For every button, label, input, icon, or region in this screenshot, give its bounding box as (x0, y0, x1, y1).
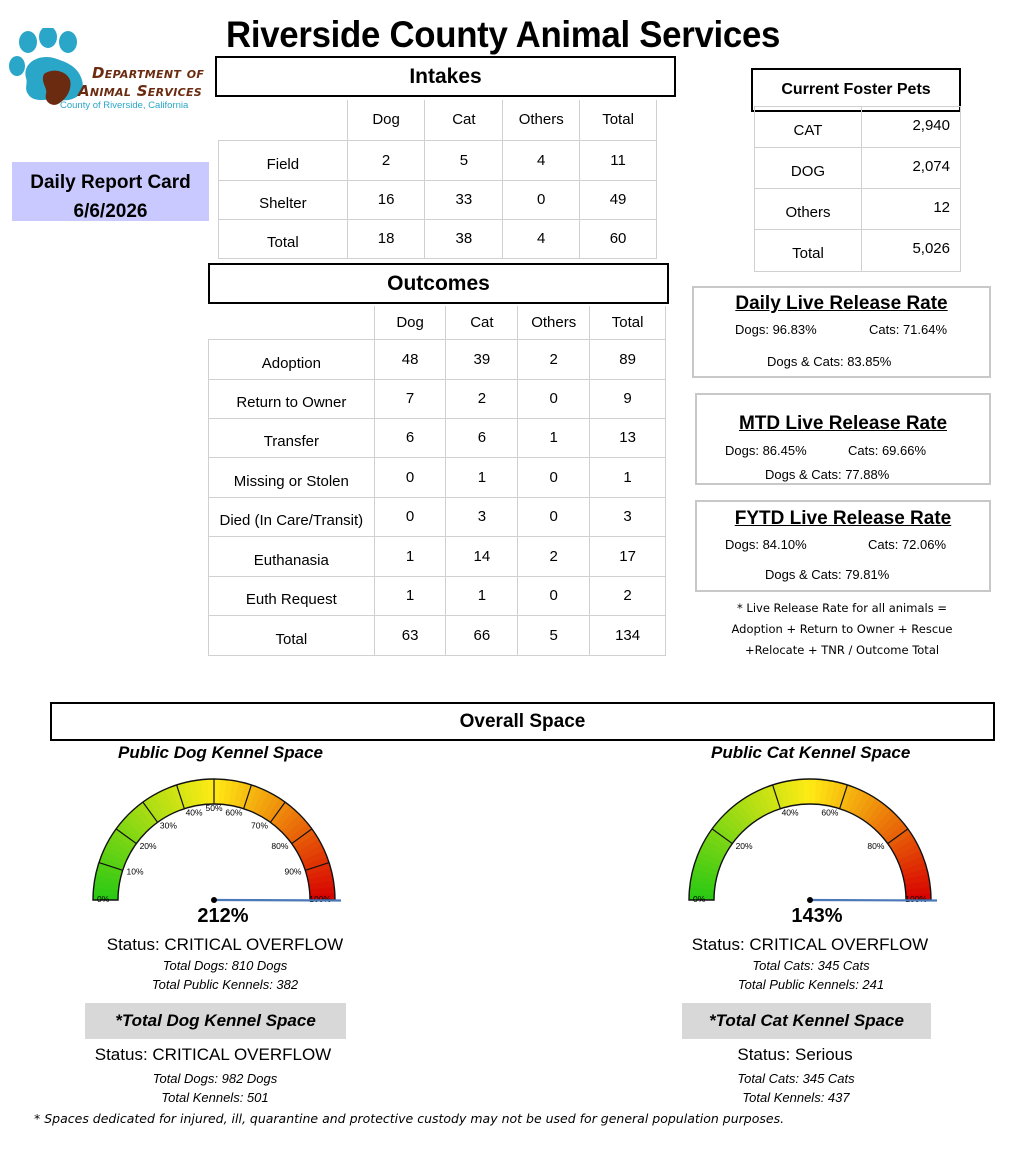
gauge-tick-label: 20% (735, 840, 753, 851)
dog-space-percent: 212% (197, 905, 249, 927)
cat-total-animals-all: Total Cats: 345 Cats (737, 1071, 855, 1086)
gauge-tick-label: 90% (284, 866, 302, 877)
mtd-rate-dogs: Dogs: 86.45% (725, 443, 807, 458)
column-header: Dog (374, 306, 446, 339)
row-label: CAT (755, 107, 862, 148)
note-line: Adoption + Return to Owner + Rescue (731, 622, 953, 636)
dog-total-space-title: *Total Dog Kennel Space (85, 1003, 346, 1039)
gauge-tick-label: 60% (225, 807, 243, 818)
cat-kennel-gauge (680, 776, 940, 906)
cell: 1 (518, 418, 590, 457)
cell: 0 (503, 180, 580, 219)
gauge-tick-label: 0% (693, 894, 706, 904)
cell: 6 (374, 418, 446, 457)
cell: 3 (446, 497, 518, 536)
cell: 0 (374, 457, 446, 497)
cell: 2 (518, 339, 590, 379)
fytd-rate-box (695, 500, 991, 592)
table-row (209, 497, 666, 536)
cell: 9 (590, 379, 666, 418)
cell: 14 (446, 536, 518, 576)
row-label: Missing or Stolen (209, 457, 375, 497)
cell: 89 (590, 339, 666, 379)
row-label: Field (219, 140, 348, 180)
cell: 0 (374, 497, 446, 536)
daily-rate-dogs-cats: Dogs & Cats: 83.85% (767, 354, 892, 369)
note-line: * Live Release Rate for all animals = (737, 601, 947, 615)
row-label: Adoption (209, 339, 375, 379)
table-row (209, 339, 666, 379)
gauge-band-segment (208, 779, 214, 804)
cell: 5,026 (862, 230, 961, 272)
cell: 66 (446, 615, 518, 655)
cell: 0 (518, 457, 590, 497)
cell: 0 (518, 497, 590, 536)
gauge-tick-label: 20% (139, 840, 157, 851)
gauge-tick-label: 30% (159, 820, 177, 831)
row-label: DOG (755, 148, 862, 189)
gauge-tick-label: 60% (821, 807, 839, 818)
cat-total-kennels-all: Total Kennels: 437 (742, 1090, 850, 1105)
intakes-table (218, 100, 657, 259)
table-row (209, 457, 666, 497)
outcomes-title: Outcomes (208, 263, 669, 304)
table-row (755, 230, 961, 272)
report-card-title: Daily Report Card (30, 172, 191, 193)
cell: 1 (446, 576, 518, 615)
cell: 7 (374, 379, 446, 418)
logo-line-2: Animal Services (78, 82, 203, 100)
cat-gauge-title: Public Cat Kennel Space (711, 743, 911, 762)
dog-total-space-status: Status: CRITICAL OVERFLOW (94, 1045, 332, 1064)
report-date: 6/6/2026 (73, 201, 148, 222)
gauge-needle (810, 900, 937, 901)
cat-total-kennels: Total Public Kennels: 241 (737, 977, 885, 992)
cat-total-space-title: *Total Cat Kennel Space (682, 1003, 931, 1039)
cell: 6 (446, 418, 518, 457)
page-title: Riverside County Animal Services (226, 14, 781, 55)
table-row (209, 536, 666, 576)
cell: 5 (518, 615, 590, 655)
table-row (755, 148, 961, 189)
dog-kennel-gauge (84, 776, 344, 906)
footnote: * Spaces dedicated for injured, ill, quarantine and protective custody may not be used for general population purposes. (34, 1111, 785, 1126)
logo-line-3: County of Riverside, California (60, 100, 189, 111)
table-row (755, 107, 961, 148)
cat-space-percent: 143% (791, 905, 843, 927)
cell: 2,074 (862, 148, 961, 189)
cell: 0 (518, 576, 590, 615)
row-label: Euth Request (209, 576, 375, 615)
fytd-rate-cats: Cats: 72.06% (868, 537, 947, 552)
cell: 1 (374, 576, 446, 615)
cell: 2,940 (862, 107, 961, 148)
table-row (219, 180, 657, 219)
dog-total-kennels: Total Public Kennels: 382 (151, 977, 299, 992)
cell: 2 (518, 536, 590, 576)
daily-rate-title: Daily Live Release Rate (735, 293, 948, 314)
cell: 39 (446, 339, 518, 379)
foster-table (754, 106, 961, 272)
cell: 33 (425, 180, 503, 219)
gauge-tick-label: 10% (126, 866, 144, 877)
cat-space-status: Status: CRITICAL OVERFLOW (691, 935, 929, 954)
fytd-rate-dogs-cats: Dogs & Cats: 79.81% (765, 567, 890, 582)
gauge-tick-label: 0% (97, 894, 110, 904)
row-label: Total (755, 230, 862, 272)
gauge-tick-label: 40% (781, 807, 799, 818)
table-row (209, 379, 666, 418)
cell: 48 (374, 339, 446, 379)
row-label: Euthanasia (209, 536, 375, 576)
gauge-tick-label: 40% (185, 807, 203, 818)
dog-total-animals: Total Dogs: 810 Dogs (162, 958, 288, 973)
logo-line-1: Department of (92, 64, 205, 82)
table-row (219, 219, 657, 258)
mtd-rate-title: MTD Live Release Rate (738, 413, 948, 434)
column-header: Total (580, 100, 657, 140)
cell: 38 (425, 219, 503, 258)
daily-rate-box (692, 286, 991, 378)
gauge-tick-label: 80% (867, 840, 885, 851)
row-label: Transfer (209, 418, 375, 457)
cell: 2 (347, 140, 425, 180)
gauge-needle-hub (211, 897, 217, 903)
cell: 2 (590, 576, 666, 615)
cell: 4 (503, 219, 580, 258)
gauge-tick-label: 50% (205, 803, 223, 813)
fytd-rate-title: FYTD Live Release Rate (734, 508, 952, 529)
live-release-rate-note (692, 598, 992, 661)
table-row (209, 576, 666, 615)
table-row (755, 189, 961, 230)
gauge-tick-label: 100% (905, 894, 927, 904)
mtd-rate-dogs-cats: Dogs & Cats: 77.88% (765, 467, 890, 482)
row-label: Died (In Care/Transit) (209, 497, 375, 536)
intakes-title: Intakes (215, 56, 676, 97)
cat-total-animals: Total Cats: 345 Cats (752, 958, 870, 973)
note-line: +Relocate + TNR / Outcome Total (744, 643, 940, 657)
dog-gauge-title: Public Dog Kennel Space (118, 743, 323, 762)
cell: 49 (580, 180, 657, 219)
overall-space-title: Overall Space (50, 702, 995, 741)
cell: 17 (590, 536, 666, 576)
dog-total-kennels-all: Total Kennels: 501 (161, 1090, 269, 1105)
cell: 2 (446, 379, 518, 418)
cell: 60 (580, 219, 657, 258)
cell: 1 (590, 457, 666, 497)
foster-title: Current Foster Pets (751, 68, 961, 112)
row-label: Total (209, 615, 375, 655)
column-header: Dog (347, 100, 425, 140)
cell: 1 (446, 457, 518, 497)
report-card-badge (12, 162, 209, 221)
row-label: Total (219, 219, 348, 258)
column-header: Others (518, 306, 590, 339)
column-header: Cat (425, 100, 503, 140)
cell: 5 (425, 140, 503, 180)
mtd-rate-cats: Cats: 69.66% (848, 443, 927, 458)
gauge-needle-hub (807, 897, 813, 903)
cell: 3 (590, 497, 666, 536)
cell: 12 (862, 189, 961, 230)
outcomes-table (208, 306, 666, 656)
column-header: Others (503, 100, 580, 140)
cell: 4 (503, 140, 580, 180)
dog-space-status: Status: CRITICAL OVERFLOW (106, 935, 344, 954)
column-header: Cat (446, 306, 518, 339)
cell: 63 (374, 615, 446, 655)
gauge-tick-label: 70% (251, 820, 269, 831)
column-header: Total (590, 306, 666, 339)
cell: 0 (518, 379, 590, 418)
gauge-tick-label: 80% (271, 840, 289, 851)
gauge-tick-label: 100% (309, 894, 331, 904)
department-logo (8, 28, 213, 114)
gauge-band-segment (804, 779, 810, 804)
cell: 18 (347, 219, 425, 258)
table-row (209, 615, 666, 655)
row-label: Others (755, 189, 862, 230)
row-label: Return to Owner (209, 379, 375, 418)
cat-total-space-status: Status: Serious (737, 1045, 853, 1064)
cell: 134 (590, 615, 666, 655)
cell: 16 (347, 180, 425, 219)
daily-rate-dogs: Dogs: 96.83% (735, 322, 817, 337)
row-label: Shelter (219, 180, 348, 219)
cell: 13 (590, 418, 666, 457)
daily-rate-cats: Cats: 71.64% (869, 322, 948, 337)
fytd-rate-dogs: Dogs: 84.10% (725, 537, 807, 552)
gauge-needle (214, 900, 341, 901)
mtd-rate-box (695, 393, 991, 485)
table-row (219, 140, 657, 180)
dog-total-animals-all: Total Dogs: 982 Dogs (152, 1071, 278, 1086)
cell: 1 (374, 536, 446, 576)
cell: 11 (580, 140, 657, 180)
table-row (209, 418, 666, 457)
